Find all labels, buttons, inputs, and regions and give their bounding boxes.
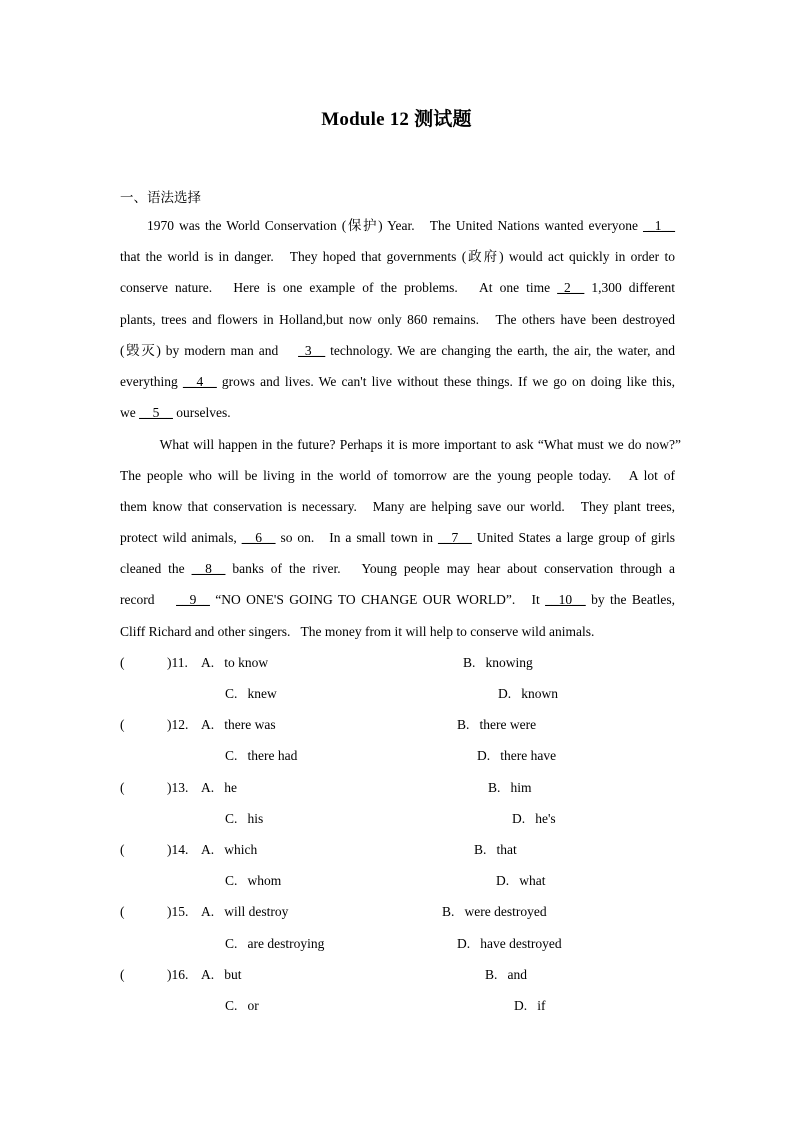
option-b[interactable]: B. him (488, 780, 532, 795)
blank-2[interactable]: _2__ (557, 280, 585, 295)
blank-3[interactable]: _3__ (298, 343, 326, 358)
passage-line: 1970 was the World Conservation (保护) Year. The United Nations wanted everyone _1__ (147, 218, 676, 233)
blank-5[interactable]: __5__ (139, 405, 173, 420)
passage-line: cleaned the __8__ banks of the river. Young people may hear about conservation through a (120, 561, 675, 576)
question-number: )11. (167, 655, 188, 670)
option-a[interactable]: A. will destroy (201, 904, 289, 919)
option-b[interactable]: B. there were (457, 717, 537, 732)
option-c[interactable]: C. or (225, 998, 259, 1013)
blank-1[interactable]: _1__ (642, 218, 676, 233)
option-a[interactable]: A. but (201, 967, 242, 982)
blank-9[interactable]: __9__ (176, 592, 210, 607)
question-number: )14. (167, 842, 189, 857)
blank-8[interactable]: __8__ (191, 561, 226, 576)
passage-line: we __5__ ourselves. (120, 405, 231, 420)
option-d[interactable]: D. there have (477, 748, 557, 763)
passage-line: plants, trees and flowers in Holland,but now only 860 remains. The others have been destroyed (120, 312, 675, 327)
passage-line: protect wild animals, __6__ so on. In a small town in __7__ United States a large group of girls (120, 530, 675, 545)
option-b[interactable]: B. that (474, 842, 517, 857)
passage-line: The people who will be living in the world of tomorrow are the young people today. A lot of (120, 468, 675, 483)
passage-line: Cliff Richard and other singers. The money from it will help to conserve wild animals. (120, 624, 595, 639)
passage-line: them know that conservation is necessary. Many are helping save our world. They plant trees, (120, 499, 675, 514)
option-b[interactable]: B. were destroyed (442, 904, 547, 919)
blank-6[interactable]: __6__ (241, 530, 276, 545)
passage-line: conserve nature. Here is one example of the problems. At one time _2__ 1,300 different (120, 280, 676, 295)
question-number: )13. (167, 780, 189, 795)
passage-line: everything __4__ grows and lives. We can't live without these things. If we go on doing like this, (120, 374, 675, 389)
answer-paren[interactable]: ( (120, 904, 125, 919)
answer-paren[interactable]: ( (120, 842, 125, 857)
page-title: Module 12 测试题 (321, 109, 472, 130)
option-d[interactable]: D. known (498, 686, 558, 701)
option-d[interactable]: D. he's (512, 811, 556, 826)
answer-paren[interactable]: ( (120, 655, 125, 670)
answer-paren[interactable]: ( (120, 717, 125, 732)
option-b[interactable]: B. and (485, 967, 528, 982)
option-d[interactable]: D. have destroyed (457, 936, 562, 951)
option-b[interactable]: B. knowing (463, 655, 533, 670)
blank-7[interactable]: __7__ (438, 530, 472, 545)
passage-line: that the world is in danger. They hoped that governments (政府) would act quickly in order to (120, 249, 675, 264)
option-c[interactable]: C. his (225, 811, 264, 826)
option-c[interactable]: C. there had (225, 748, 298, 763)
question-number: )12. (167, 717, 189, 732)
answer-paren[interactable]: ( (120, 780, 125, 795)
passage-line: What will happen in the future? Perhaps it is more important to ask “What must we do now?” (151, 437, 681, 452)
answer-paren[interactable]: ( (120, 967, 125, 982)
passage-line: (毁灭) by modern man and _3__ technology. We are changing the earth, the air, the water, and (120, 343, 675, 358)
question-number: )16. (167, 967, 189, 982)
option-c[interactable]: C. knew (225, 686, 277, 701)
option-c[interactable]: C. are destroying (225, 936, 325, 951)
option-a[interactable]: A. he (201, 780, 237, 795)
option-d[interactable]: D. if (514, 998, 546, 1013)
option-c[interactable]: C. whom (225, 873, 282, 888)
passage-line: record __9__ “NO ONE'S GOING TO CHANGE OUR WORLD”. It __10__ by the Beatles, (120, 592, 676, 607)
option-a[interactable]: A. which (201, 842, 258, 857)
blank-10[interactable]: __10__ (545, 592, 586, 607)
section-title: 一、语法选择 (120, 190, 201, 205)
question-number: )15. (167, 904, 189, 919)
option-a[interactable]: A. there was (201, 717, 276, 732)
blank-4[interactable]: __4__ (182, 374, 217, 389)
option-a[interactable]: A. to know (201, 655, 269, 670)
option-d[interactable]: D. what (496, 873, 546, 888)
